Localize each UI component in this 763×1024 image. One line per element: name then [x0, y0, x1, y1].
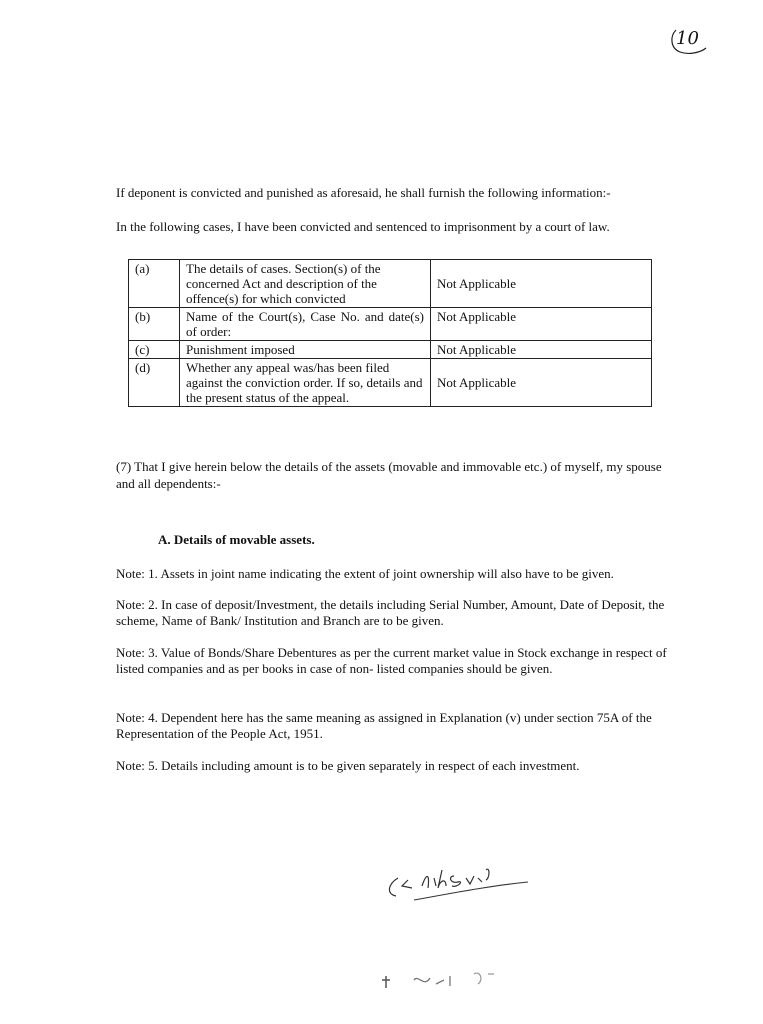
- note-4: [116, 710, 676, 742]
- row-item: Punishment imposed: [180, 341, 431, 359]
- para-7: (7) That I give herein below the details of the assets (movable and immovable etc.) of myself, my spouse and all dependents:-: [116, 459, 662, 491]
- note-text: Assets in joint name indicating the extent of joint ownership will also have to be given.: [160, 566, 614, 581]
- table-row: [129, 260, 652, 308]
- bottom-mark: [378, 966, 508, 996]
- signature: [378, 848, 538, 908]
- note-text: Dependent here has the same meaning as assigned in Explanation (v) under section 75A of the Representation of the People Act, 1951.: [116, 710, 652, 741]
- intro-text: If deponent is convicted and punished as aforesaid, he shall furnish the following information:-: [116, 185, 611, 200]
- note-text: In case of deposit/Investment, the details including Serial Number, Amount, Date of Deposit, the scheme, Name of Bank/ Institution and Branch are to be given.: [116, 597, 665, 628]
- row-item: Name of the Court(s), Case No. and date(s) of order:: [180, 308, 431, 341]
- note-prefix: Note: 2.: [116, 597, 158, 612]
- row-label: (d): [129, 359, 180, 407]
- row-item-text: The details of cases. Section(s) of the concerned Act and description of the offence(s) for which convicted: [186, 261, 381, 306]
- convictions-table: [128, 259, 652, 407]
- note-text: Details including amount is to be given separately in respect of each investment.: [161, 758, 580, 773]
- row-label: (a): [129, 260, 180, 308]
- note-5: [116, 758, 676, 774]
- row-label: (b): [129, 308, 180, 341]
- row-value: Not Applicable: [431, 260, 652, 308]
- row-value: Not Applicable: [431, 308, 652, 341]
- section-heading: A. Details of movable assets.: [158, 532, 315, 547]
- note-1: [116, 566, 676, 582]
- note-prefix: Note: 4.: [116, 710, 158, 725]
- note-3: [116, 645, 676, 677]
- note-text: Value of Bonds/Share Debentures as per the current market value in Stock exchange in respect of listed companies and as per books in case of non- listed companies should be given.: [116, 645, 667, 676]
- note-2: [116, 597, 676, 629]
- table-row: [129, 341, 652, 359]
- note-prefix: Note: 1.: [116, 566, 158, 581]
- row-value: Not Applicable: [431, 341, 652, 359]
- row-item: Whether any appeal was/has been filed against the conviction order. If so, details and the present status of the appeal.: [180, 359, 431, 407]
- row-item: [180, 260, 431, 308]
- table-row: [129, 359, 652, 407]
- table-row: [129, 308, 652, 341]
- note-prefix: Note: 5.: [116, 758, 158, 773]
- note-prefix: Note: 3.: [116, 645, 158, 660]
- statement-text: In the following cases, I have been convicted and sentenced to imprisonment by a court of law.: [116, 219, 610, 234]
- row-value: Not Applicable: [431, 359, 652, 407]
- page-number: 10: [676, 28, 699, 49]
- row-label: (c): [129, 341, 180, 359]
